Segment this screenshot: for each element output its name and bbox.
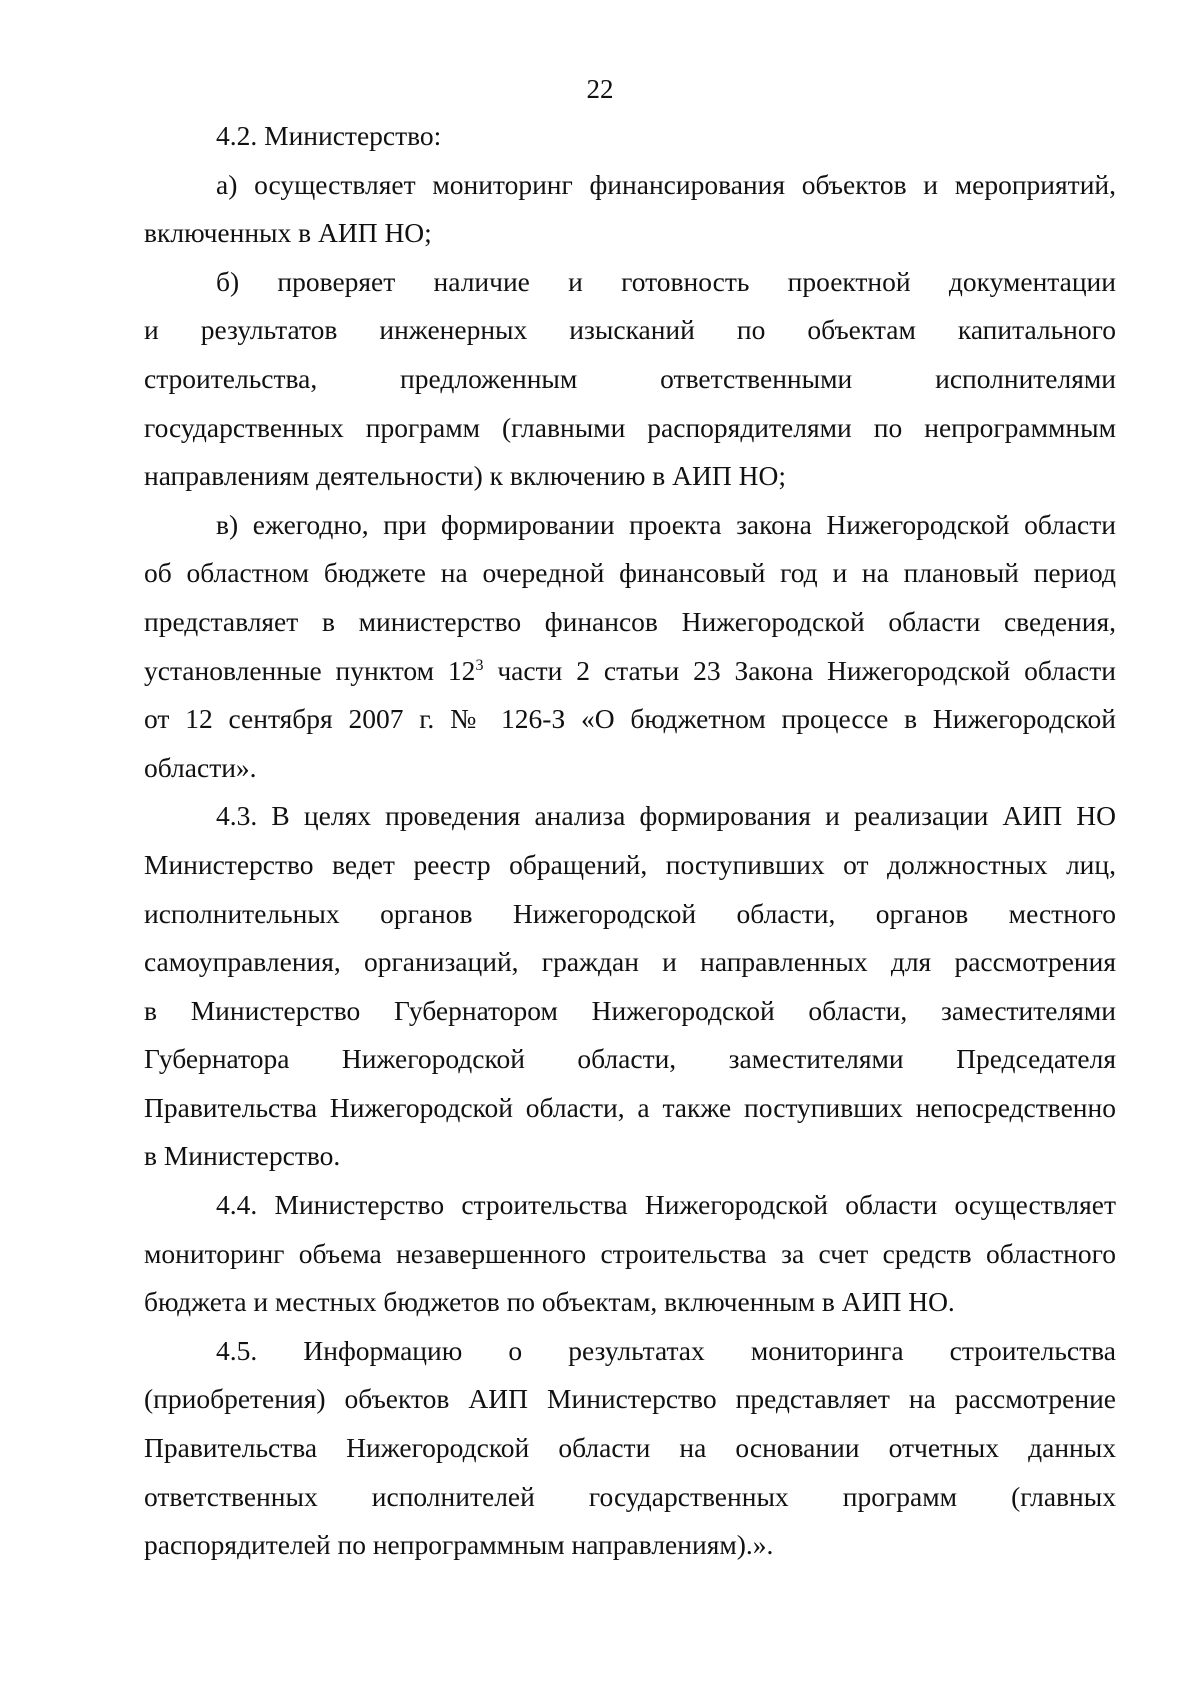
text-line: в Министерство Губернатором Нижегородской области, заместителями <box>144 994 1116 1026</box>
paragraph-4-2 <box>144 112 1116 161</box>
page-number: 22 <box>586 74 614 104</box>
text-line: Министерство ведет реестр обращений, поступивших от должностных лиц, <box>144 848 1116 880</box>
text-line: исполнительных органов Нижегородской области, органов местного <box>144 897 1116 929</box>
text-segment: установленные пунктом 12 <box>144 654 476 686</box>
text-line: ответственных исполнителей государственных программ (главных <box>144 1480 1116 1512</box>
text-line: направлениям деятельности) к включению в АИП НО; <box>144 460 786 492</box>
text-line: строительства, предложенным ответственными исполнителями <box>144 362 1116 394</box>
paragraph-b <box>144 258 1116 501</box>
paragraph-4-3 <box>144 792 1116 1181</box>
text-line: Правительства Нижегородской области, а также поступивших непосредственно <box>144 1091 1116 1123</box>
text-line: самоуправления, организаций, граждан и направленных для рассмотрения <box>144 946 1116 978</box>
superscript: 3 <box>475 656 484 674</box>
text-line: (приобретения) объектов АИП Министерство представляет на рассмотрение <box>144 1383 1116 1415</box>
text-line: б) проверяет наличие и готовность проектной документации <box>216 265 1116 297</box>
text-line: 4.5. Информацию о результатах мониторинга строительства <box>216 1334 1116 1366</box>
text-line: 4.2. Министерство: <box>216 120 442 151</box>
text-line: Губернатора Нижегородской области, заместителями Председателя <box>144 1043 1116 1075</box>
text-line: в Министерство. <box>144 1140 341 1172</box>
paragraph-v <box>144 501 1116 793</box>
text-line: представляет в министерство финансов Нижегородской области сведения, <box>144 605 1116 637</box>
text-segment: части 2 статьи 23 Закона Нижегородской области <box>483 654 1116 686</box>
text-line: включенных в АИП НО; <box>144 217 432 249</box>
text-line: в) ежегодно, при формировании проекта закона Нижегородской области <box>216 508 1116 540</box>
text-line: от 12 сентября 2007 г. № 126-З «О бюджетном процессе в Нижегородской <box>144 703 1116 735</box>
text-line: а) осуществляет мониторинг финансирования объектов и мероприятий, <box>216 168 1116 200</box>
text-line: бюджета и местных бюджетов по объектам, включенным в АИП НО. <box>144 1286 955 1318</box>
text-line-with-superscript <box>144 647 1116 696</box>
paragraph-4-5 <box>144 1327 1116 1570</box>
document-body <box>144 112 1116 1570</box>
paragraph-a <box>144 161 1116 258</box>
text-line: Правительства Нижегородской области на основании отчетных данных <box>144 1432 1116 1464</box>
text-line: и результатов инженерных изысканий по объектам капитального <box>144 314 1116 346</box>
text-line: мониторинг объема незавершенного строительства за счет средств областного <box>144 1237 1116 1269</box>
text-line: 4.4. Министерство строительства Нижегородской области осуществляет <box>216 1189 1116 1221</box>
paragraph-4-4 <box>144 1181 1116 1327</box>
text-line: об областном бюджете на очередной финансовый год и на плановый период <box>144 557 1116 589</box>
text-line: области». <box>144 751 257 783</box>
text-line: 4.3. В целях проведения анализа формирования и реализации АИП НО <box>216 800 1116 832</box>
text-line: государственных программ (главными распорядителями по непрограммным <box>144 411 1116 443</box>
text-line: распорядителей по непрограммным направлениям).». <box>144 1529 774 1561</box>
